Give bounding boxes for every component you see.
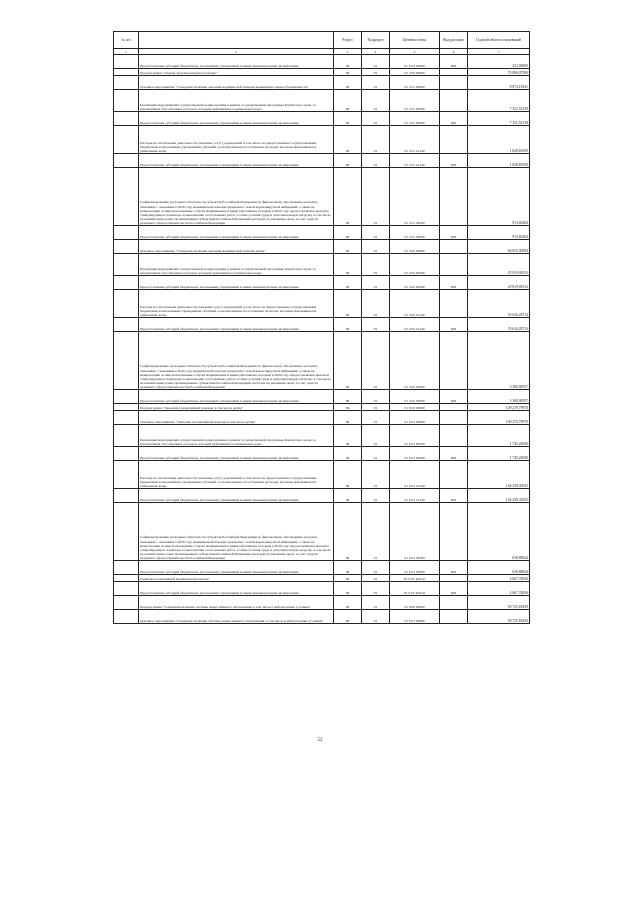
row-vr: [440, 503, 468, 561]
row-sum: 1 628,81659: [468, 154, 530, 168]
table-row: [114, 168, 530, 226]
table-row: [114, 254, 530, 276]
row-name: Реализация мероприятий государственной подпрограммы в рамках государственной программы Камчатского края, за исключением обособленных расходов, которым присваиваются уникальные коды: [139, 425, 334, 447]
row-name: Предоставление субсидий бюджетным, автономным учреждениям и иным некоммерческим организациям: [139, 390, 334, 404]
row-vr: [440, 240, 468, 254]
row-sum: 50 725,83459: [468, 596, 530, 610]
row-podrazdel: 01: [362, 318, 390, 332]
row-csr: 01 4 01 09590: [390, 112, 440, 126]
row-vr: 600: [440, 582, 468, 596]
row-podrazdel: 01: [362, 447, 390, 461]
row-csr: 01 4 02 00000: [390, 240, 440, 254]
row-name: Подпрограмма "Оказание паллиативной помощи, в том числе детям": [139, 404, 334, 411]
row-csr: 01 6 01 58560: [390, 503, 440, 561]
row-podrazdel: 01: [362, 489, 390, 503]
row-razdel: 09: [334, 404, 362, 411]
row-razdel: 09: [334, 332, 362, 390]
header-vr: Вид расходов: [440, 32, 468, 49]
row-sum: 1 745,26920: [468, 425, 530, 447]
row-name: Софинансирование расходных обязательств субъектов Российской Федерации по финансовому обеспечению расходов, связанных с оказанием в 2020 году медицинской помощи гражданам с новой коронавирусной инфекцией, а также на компенсацию за неиспользованные отпуска медицинским и иным работникам, которым в 2020 году предоставлялись выплаты стимулирующего характера за выполнение особо важных работ, особые условия труда и дополнительную нагрузку, в том числе на компенсацию ранее произведенных субъектами Российской Федерации расходов на указанные цели, за счет средств резервного фонда Правительства Российской Федерации: [139, 332, 334, 390]
row-podrazdel: 01: [362, 332, 390, 390]
row-podrazdel: 01: [362, 596, 390, 610]
row-sum: 149 270,79970: [468, 411, 530, 425]
row-sum: 8 874,18341: [468, 76, 530, 90]
row-podrazdel: 01: [362, 411, 390, 425]
row-csr: 01 6 01 00000: [390, 411, 440, 425]
row-vr: [440, 168, 468, 226]
table-row: [114, 126, 530, 154]
row-sum: 74 096,07500: [468, 69, 530, 76]
row-podrazdel: 01: [362, 55, 390, 69]
header-sum: Годовой объем ассигнований: [468, 32, 530, 49]
row-sum: 35 616,28714: [468, 318, 530, 332]
row-razdel: 09: [334, 447, 362, 461]
table-row: [114, 411, 530, 425]
table-row: [114, 276, 530, 290]
row-sum: 1 628,81659: [468, 126, 530, 154]
table-row: [114, 390, 530, 404]
row-vr: [440, 575, 468, 582]
row-csr: 01 4 02 58560: [390, 390, 440, 404]
row-razdel: 09: [334, 240, 362, 254]
row-vr: [440, 90, 468, 112]
row-csr: 01 4 01 00000: [390, 76, 440, 90]
row-razdel: 09: [334, 112, 362, 126]
row-razdel: 09: [334, 55, 362, 69]
col-number: 3: [334, 49, 362, 55]
table-row: [114, 154, 530, 168]
row-csr: 01 4 01 58560: [390, 168, 440, 226]
row-podrazdel: 01: [362, 240, 390, 254]
row-sum: 7 331,52318: [468, 90, 530, 112]
header-razdel: Раздел: [334, 32, 362, 49]
row-razdel: 09: [334, 226, 362, 240]
row-vr: [440, 596, 468, 610]
table-row: [114, 332, 530, 390]
table-row: [114, 461, 530, 489]
row-razdel: 09: [334, 596, 362, 610]
row-podrazdel: 01: [362, 582, 390, 596]
row-csr: 01 4 02 58560: [390, 332, 440, 390]
row-vr: 600: [440, 318, 468, 332]
table-row: [114, 69, 530, 76]
row-podrazdel: 01: [362, 168, 390, 226]
row-sum: 50 725,83459: [468, 610, 530, 624]
row-name: Реализация мероприятий государственной подпрограммы в рамках государственной программы Камчатского края, за исключением обособленных расходов, которым присваиваются уникальные коды: [139, 254, 334, 276]
row-vr: [440, 404, 468, 411]
row-razdel: 09: [334, 290, 362, 318]
row-name: Основное мероприятие "Совершенствование системы лекарственного обеспечения, в том числе в амбулаторных условиях": [139, 610, 334, 624]
row-csr: 01 8 00 00000: [390, 596, 440, 610]
row-sum: 618,88624: [468, 503, 530, 561]
table-row: [114, 610, 530, 624]
row-vr: 600: [440, 489, 468, 503]
row-sum: 25 819,00313: [468, 276, 530, 290]
row-razdel: 09: [334, 503, 362, 561]
row-podrazdel: 01: [362, 276, 390, 290]
row-razdel: 09: [334, 390, 362, 404]
table-row: [114, 582, 530, 596]
row-vr: 600: [440, 55, 468, 69]
row-csr: 01 4 01 10140: [390, 154, 440, 168]
col-number: 6: [440, 49, 468, 55]
row-razdel: 09: [334, 90, 362, 112]
row-podrazdel: 01: [362, 503, 390, 561]
table-row: [114, 226, 530, 240]
row-podrazdel: 01: [362, 254, 390, 276]
row-vr: 600: [440, 561, 468, 575]
row-sum: 25 819,00313: [468, 254, 530, 276]
table-row: [114, 561, 530, 575]
row-podrazdel: 01: [362, 290, 390, 318]
row-vr: [440, 610, 468, 624]
row-name: Предоставление субсидий бюджетным, автономным учреждениям и иным некоммерческим организациям: [139, 318, 334, 332]
row-name: Основное мероприятие "Совершенствование оказания медицинской помощи женщинам в период беременности": [139, 76, 334, 90]
row-sum: 2 667,33836: [468, 575, 530, 582]
row-razdel: 09: [334, 561, 362, 575]
row-csr: 01 4 01 10140: [390, 126, 440, 154]
row-name: Софинансирование расходных обязательств субъектов Российской Федерации по финансовому обеспечению расходов, связанных с оказанием в 2020 году медицинской помощи гражданам с новой коронавирусной инфекцией, а также на компенсацию за неиспользованные отпуска медицинским и иным работникам, которым в 2020 году предоставлялись выплаты стимулирующего характера за выполнение особо важных работ, особые условия труда и дополнительную нагрузку, в том числе на компенсацию ранее произведенных субъектами Российской Федерации расходов на указанные цели, за счет средств резервного фонда Правительства Российской Федерации: [139, 503, 334, 561]
row-podrazdel: 01: [362, 154, 390, 168]
row-csr: 01 6 01 58560: [390, 561, 440, 575]
row-vr: 600: [440, 390, 468, 404]
row-podrazdel: 01: [362, 126, 390, 154]
row-razdel: 09: [334, 76, 362, 90]
row-podrazdel: 01: [362, 404, 390, 411]
row-csr: 01 6 01 09590: [390, 447, 440, 461]
row-name: Подпрограмма "Охрана здоровья матери и ребенка": [139, 69, 334, 76]
col-number: 7: [468, 49, 530, 55]
row-razdel: 09: [334, 168, 362, 226]
row-name: Предоставление субсидий бюджетным, автономным учреждениям и иным некоммерческим организациям: [139, 489, 334, 503]
row-csr: 01 6 01 10140: [390, 461, 440, 489]
row-razdel: 09: [334, 126, 362, 154]
table-row: [114, 55, 530, 69]
row-razdel: 09: [334, 461, 362, 489]
table-body: [114, 55, 530, 624]
row-razdel: 09: [334, 318, 362, 332]
row-vr: [440, 461, 468, 489]
row-sum: 144 239,30525: [468, 489, 530, 503]
row-name: Предоставление субсидий бюджетным, автономным учреждениям и иным некоммерческим организациям: [139, 447, 334, 461]
row-name: Расходы на обеспечение деятельности (оказание услуг) учреждений, в том числе на предоставление государственным бюджетным и автономным учреждениям субсидий, за исключением обособленных расходов, которым присваиваются уникальные коды: [139, 290, 334, 318]
row-name: Основное мероприятие "Совершенствование оказания медицинской помощи детям": [139, 240, 334, 254]
row-podrazdel: 01: [362, 390, 390, 404]
row-csr: 01 4 02 09590: [390, 276, 440, 290]
row-name: Предоставление субсидий бюджетным, автономным учреждениям и иным некоммерческим организациям: [139, 154, 334, 168]
row-razdel: 09: [334, 575, 362, 582]
row-sum: 2 667,33836: [468, 582, 530, 596]
row-sum: 913,84364: [468, 226, 530, 240]
row-vr: [440, 76, 468, 90]
table-row: [114, 489, 530, 503]
row-csr: 01 8 01 00000: [390, 610, 440, 624]
row-csr: 01 4 01 09590: [390, 90, 440, 112]
row-csr: 01 3 Е3 09590: [390, 55, 440, 69]
table-row: [114, 596, 530, 610]
table-row: [114, 90, 530, 112]
table-row: [114, 404, 530, 411]
row-name: Предоставление субсидий бюджетным, автономным учреждениям и иным некоммерческим организациям: [139, 112, 334, 126]
table-row: [114, 112, 530, 126]
table-row: [114, 575, 530, 582]
table-row: [114, 318, 530, 332]
row-podrazdel: 01: [362, 69, 390, 76]
row-sum: 64 815,30584: [468, 240, 530, 254]
row-vr: [440, 411, 468, 425]
row-podrazdel: 01: [362, 561, 390, 575]
row-csr: 01 6 01 10140: [390, 489, 440, 503]
row-vr: [440, 254, 468, 276]
page-number: 52: [317, 738, 323, 743]
row-razdel: 09: [334, 154, 362, 168]
table-row: [114, 503, 530, 561]
header-csr: Целевая статья: [390, 32, 440, 49]
row-name: Расходы на обеспечение деятельности (оказание услуг) учреждений, в том числе на предоставление государственным бюджетным и автономным учреждениям субсидий, за исключением обособленных расходов, которым присваиваются уникальные коды: [139, 126, 334, 154]
row-razdel: 09: [334, 276, 362, 290]
col-number: 1: [114, 49, 139, 55]
table-row: [114, 290, 530, 318]
row-vr: [440, 290, 468, 318]
row-name: Софинансирование расходных обязательств субъектов Российской Федерации по финансовому обеспечению расходов, связанных с оказанием в 2020 году медицинской помощи гражданам с новой коронавирусной инфекцией, а также на компенсацию за неиспользованные отпуска медицинским и иным работникам, которым в 2020 году предоставлялись выплаты стимулирующего характера за выполнение особо важных работ, особые условия труда и дополнительную нагрузку, в том числе на компенсацию ранее произведенных субъектами Российской Федерации расходов на указанные цели, за счет средств резервного фонда Правительства Российской Федерации: [139, 168, 334, 226]
row-csr: 01 4 02 09590: [390, 254, 440, 276]
row-sum: 1 745,26920: [468, 447, 530, 461]
row-name: Реализация мероприятий государственной подпрограммы в рамках государственной программы Камчатского края, за исключением обособленных расходов, которым присваиваются уникальные коды: [139, 90, 334, 112]
row-vr: 600: [440, 276, 468, 290]
row-vr: 600: [440, 447, 468, 461]
row-sum: 7 331,52318: [468, 112, 530, 126]
row-podrazdel: 01: [362, 226, 390, 240]
col-number: 4: [362, 49, 390, 55]
budget-table: [113, 31, 530, 624]
row-vr: [440, 332, 468, 390]
row-podrazdel: 01: [362, 425, 390, 447]
row-csr: 01 6 01 R2010: [390, 582, 440, 596]
row-csr: 01 6 00 00000: [390, 404, 440, 411]
row-sum: 913,84364: [468, 168, 530, 226]
row-csr: 01 4 01 58560: [390, 226, 440, 240]
row-podrazdel: 01: [362, 610, 390, 624]
row-sum: 432,00000: [468, 55, 530, 69]
header-podrazdel: Подраздел: [362, 32, 390, 49]
row-vr: [440, 425, 468, 447]
table-row: [114, 240, 530, 254]
row-csr: 01 4 02 10140: [390, 318, 440, 332]
row-razdel: 09: [334, 254, 362, 276]
row-name: Предоставление субсидий бюджетным, автономным учреждениям и иным некоммерческим организациям: [139, 561, 334, 575]
row-podrazdel: 01: [362, 90, 390, 112]
row-csr: 01 6 01 09590: [390, 425, 440, 447]
row-sum: 149 270,79970: [468, 404, 530, 411]
row-sum: 144 239,30525: [468, 461, 530, 489]
row-podrazdel: 01: [362, 112, 390, 126]
col-number: 5: [390, 49, 440, 55]
row-podrazdel: 01: [362, 575, 390, 582]
row-razdel: 09: [334, 489, 362, 503]
row-sum: 618,88624: [468, 561, 530, 575]
col-number: 2: [139, 49, 334, 55]
row-name: Расходы на обеспечение деятельности (оказание услуг) учреждений, в том числе на предоставление государственным бюджетным и автономным учреждениям субсидий, за исключением обособленных расходов, которым присваиваются уникальные коды: [139, 461, 334, 489]
row-vr: 600: [440, 154, 468, 168]
row-podrazdel: 01: [362, 461, 390, 489]
row-name: Предоставление субсидий бюджетным, автономным учреждениям и иным некоммерческим организациям: [139, 276, 334, 290]
row-podrazdel: 01: [362, 76, 390, 90]
row-razdel: 09: [334, 425, 362, 447]
row-vr: 600: [440, 226, 468, 240]
row-name: Предоставление субсидий бюджетным, автономным учреждениям и иным некоммерческим организациям: [139, 55, 334, 69]
header-num: № п/п: [114, 32, 139, 49]
row-name: Предоставление субсидий бюджетным, автономным учреждениям и иным некоммерческим организациям: [139, 226, 334, 240]
row-razdel: 09: [334, 411, 362, 425]
row-razdel: 09: [334, 582, 362, 596]
row-csr: 01 4 02 10140: [390, 290, 440, 318]
row-name: Предоставление субсидий бюджетным, автономным учреждениям и иным некоммерческим организациям: [139, 582, 334, 596]
row-vr: [440, 126, 468, 154]
row-razdel: 09: [334, 610, 362, 624]
table-row: [114, 425, 530, 447]
row-sum: 3 380,00557: [468, 332, 530, 390]
row-vr: [440, 69, 468, 76]
row-name: Основное мероприятие "Оказание паллиативной помощи, в том числе детям": [139, 411, 334, 425]
table-row: [114, 76, 530, 90]
row-csr: 01 6 01 R2010: [390, 575, 440, 582]
header-name: [139, 32, 334, 49]
row-sum: 35 616,28714: [468, 290, 530, 318]
row-name: Развитие паллиативной медицинской помощи: [139, 575, 334, 582]
row-name: Подпрограмма "Совершенствование системы лекарственного обеспечения, в том числе в амбулаторных условиях": [139, 596, 334, 610]
table-row: [114, 447, 530, 461]
table-header-row: [114, 32, 530, 49]
row-csr: 01 4 00 00000: [390, 69, 440, 76]
row-razdel: 09: [334, 69, 362, 76]
budget-table-sheet: [113, 31, 529, 624]
row-sum: 3 380,00557: [468, 390, 530, 404]
row-vr: 600: [440, 112, 468, 126]
